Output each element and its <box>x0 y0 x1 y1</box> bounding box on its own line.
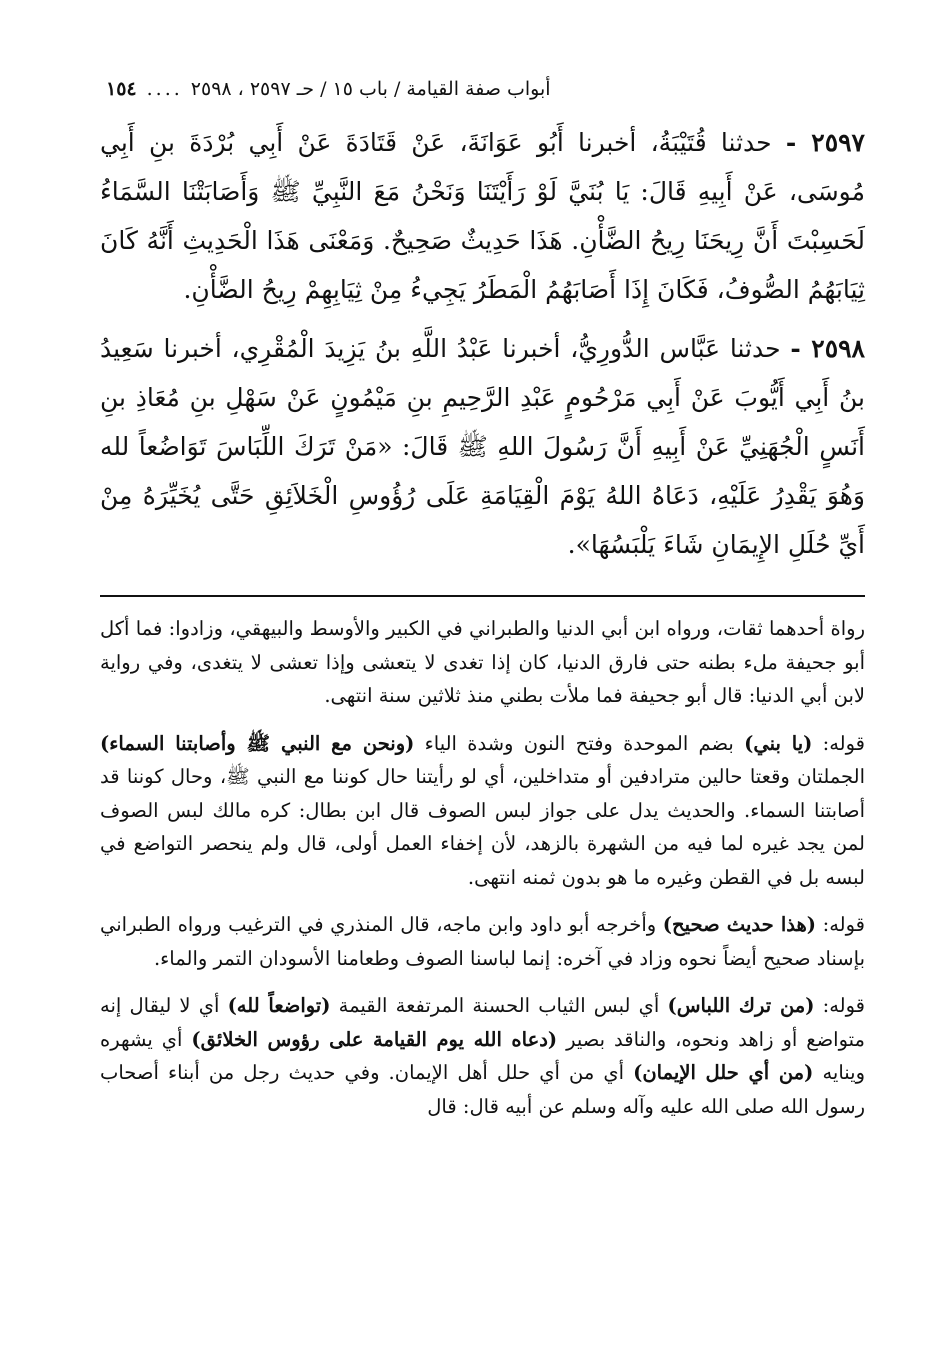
hadith-text <box>100 118 865 579</box>
hadith-body: حدثنا قُتَيْبَةُ، أخبرنا أَبُو عَوَانَةَ، عَنْ قَتَادَةَ عَنْ أَبِي بُرْدَةَ بنِ أَبِي مُوسَى، عَنْ أَبِيهِ قَالَ: يَا بُنَيَّ لَوْ رَأَيْتَنَا وَنَحْنُ مَعَ النَّبِيِّ ﷺ وَأَصَابَتْنَا السَّمَاءُ لَحَسِبْتَ أَنَّ رِيحَنَا رِيحُ الضَّأْنِ. هَذَا حَدِيثٌ صَحِيحٌ. وَمَعْنَى هَذَا الْحَدِيثِ أَنَّهُ كَانَ ثِيَابَهُمُ الصُّوفُ، فَكَانَ إِذَا أَصَابَهُمُ الْمَطَرُ يَجِيءُ مِنْ ثِيَابِهِمْ رِيحُ الضَّأْنِ. <box>100 128 865 304</box>
header-dots: .... <box>146 78 183 100</box>
quoted-phrase: (من ترك اللباس) <box>667 994 815 1017</box>
hadith-2598 <box>100 324 865 569</box>
quoted-phrase: (هذا حديث صحيح) <box>662 913 817 936</box>
footnote-divider <box>100 595 865 597</box>
commentary-paragraph <box>100 908 865 975</box>
commentary-paragraph <box>100 989 865 1123</box>
hadith-2597 <box>100 118 865 314</box>
commentary-text: أي يشهره وينايه <box>100 1027 865 1084</box>
commentary-text: قوله: <box>816 913 865 936</box>
commentary-text: بضم الموحدة وفتح النون وشدة الياء <box>414 731 745 755</box>
commentary-text: أي من أي حلل أهل الإيمان. وفي حديث رجل من أبناء أصحاب رسول الله صلى الله عليه وآله وسلم عن أبيه قال: قال <box>100 1061 865 1118</box>
hadith-number: ٢٥٩٨ - <box>790 334 865 363</box>
commentary-text: الجملتان وقعتا حالين مترادفين أو متداخلين، أي لو رأيتنا حال كوننا مع النبي ﷺ، وحال كوننا قد أصابتنا السماء. والحديث يدل على جواز لبس الصوف قال ابن بطال: كره مالك لبس الصوف لمن يجد غيره لما فيه من الشهرة بالزهد، لأن إخفاء العمل أولى، قال ولم ينحصر التواضع في لبسه بل في القطن وغيره ما هو بدون ثمنه انتهى. <box>100 765 865 889</box>
commentary-text: أي لا ليقال إنه متواضع أو زاهد ونحوه، والناقد بصير <box>100 994 866 1051</box>
commentary <box>100 612 865 1137</box>
commentary-text: أي لبس الثياب الحسنة المرتفعة القيمة <box>330 994 668 1017</box>
quoted-phrase: (من أي حلل الإيمان) <box>633 1061 814 1084</box>
quoted-phrase: (يا بني) <box>744 731 813 755</box>
quoted-phrase: (دعاه الله يوم القيامة على رؤوس الخلائق) <box>191 1027 558 1051</box>
page-header <box>100 72 865 106</box>
hadith-number: ٢٥٩٧ - <box>785 128 865 157</box>
quoted-phrase: (ونحن مع النبي ﷺ وأصابتنا السماء) <box>100 731 415 755</box>
hadith-body: حدثنا عَبَّاس الدُّورِيُّ، أخبرنا عَبْدُ اللَّهِ بنُ يَزِيدَ الْمُقْرِي، أخبرنا سَعِيدُ بنُ أَبِي أَيُّوبَ عَنْ أَبِي مَرْحُومٍ عَبْدِ الرَّحِيمِ بنِ مَيْمُونٍ عَنْ سَهْلِ بنِ مُعَاذِ بنِ أَنَسٍ الْجُهَنِيِّ عَنْ أَبِيهِ أَنَّ رَسُولَ اللهِ ﷺ قَالَ: «مَنْ تَرَكَ اللِّبَاسَ تَوَاضُعاً لله وَهُوَ يَقْدِرُ عَلَيْهِ، دَعَاهُ اللهُ يَوْمَ الْقِيَامَةِ عَلَى رُؤُوسِ الْخَلاَئِقِ حَتَّى يُخَيِّرَهُ مِنْ أَيِّ حُلَلِ الإِيمَانِ شَاءَ يَلْبَسُهَا». <box>100 334 865 559</box>
page-number: ١٥٤ <box>106 78 137 100</box>
running-title: أبواب صفة القيامة / باب ١٥ / حـ ٢٥٩٧ ، ٢٥٩٨ <box>190 78 551 100</box>
quoted-phrase: (تواضعاً لله) <box>227 994 331 1017</box>
commentary-paragraph: رواة أحدهما ثقات، ورواه ابن أبي الدنيا والطبراني في الكبير والأوسط والبيهقي، وزادوا: فما أكل أبو جحيفة ملء بطنه حتى فارق الدنيا، كان إذا تغدى لا يتعشى وإذا تعشى لا يتغدى، وفي رواية لابن أبي الدنيا: قال أبو جحيفة فما ملأت بطني منذ ثلاثين سنة انتهى. <box>100 617 865 707</box>
commentary-text: قوله: <box>812 731 865 755</box>
commentary-text: وأخرجه أبو داود وابن ماجه، قال المنذري في الترغيب ورواه الطبراني بإسناد صحيح أيضاً نحوه وزاد في آخره: إنما لباسنا الصوف وطعامنا الأسودان التمر والماء. <box>100 913 865 970</box>
commentary-text: قوله: <box>814 994 865 1017</box>
commentary-paragraph <box>100 727 865 895</box>
